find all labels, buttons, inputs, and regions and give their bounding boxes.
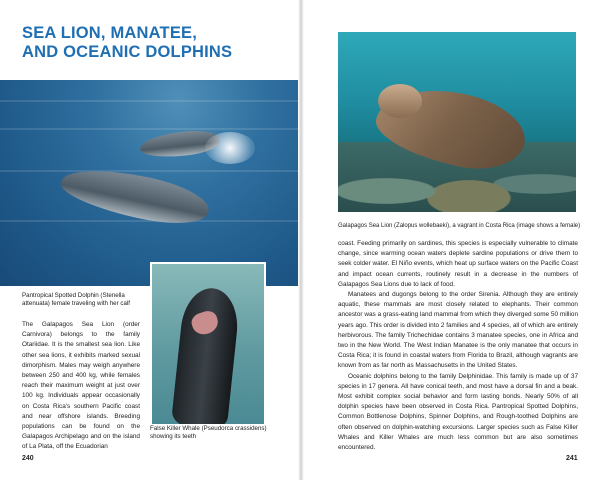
sea-lion-photo (338, 32, 576, 212)
sea-lion-head-shape (378, 84, 422, 118)
right-paragraph-3: Oceanic dolphins belong to the family Delphinidae. This family is made up of 37 species in 17 genera. All have conical teeth, and most have a dorsal fin and a beak. Most exhibit complex social behavior and form lasting bonds. Nearly 50% of all dolphin species have been observed in Costa Rica. Pantropical Spotted Dolphins, Common Bottlenose Dolphins, Spinner Dolphins, and Rough-toothed Dolphins are often observed on dolphin-watching excursions. Larger species such as False Killer Whales and Killer Whales are much less common but are also sometimes encountered. (338, 372, 578, 452)
title-line-1: SEA LION, MANATEE, (22, 24, 198, 42)
left-body-text (22, 320, 140, 453)
sea-lion-caption: Galapagos Sea Lion (Zalopus wollebaeki), a vagrant in Costa Rica (image shows a female) (338, 223, 581, 229)
dolphin-caption: Pantropical Spotted Dolphin (Stenella attenuata) female traveling with her calf (22, 292, 130, 307)
whale-shape (171, 285, 241, 426)
false-killer-whale-photo (150, 262, 266, 426)
page-number-left: 240 (22, 455, 34, 462)
page-number-right: 241 (566, 455, 578, 462)
right-paragraph-1: coast. Feeding primarily on sardines, this species is especially vulnerable to climate change, since warming ocean waters deplete sardine populations or drive them to seek colder water. El Niño events, which heat up surface waters on the Pacific Coast and impact ocean currents, routinely result in a decrease in the numbers of Galapagos Sea Lions due to lack of food. (338, 240, 578, 288)
book-gutter (298, 0, 304, 480)
page-title (22, 24, 292, 62)
right-paragraph-2: Manatees and dugongs belong to the order Sirenia. Although they are entirely aquatic, these mammals are most closely related to elephants. Their common ancestor was a grass-eating land mammal from which they diverged some 50 million years ago. This order is divided into 2 families and 4 species, all of which are entirely herbivorous. The family Trichechidae contains 3 manatee species, one in Africa and two in the New World. The West Indian Manatee is the only manatee that occurs in Costa Rica; it is found in coastal waters from Florida to Brazil, although vagrants are known from as far north as Massachusetts in the United States. (338, 291, 578, 370)
dolphin-splash (205, 132, 255, 164)
dolphin-photo (0, 80, 298, 286)
left-paragraph: The Galapagos Sea Lion (order Carnivora) belongs to the family Otariidae. It is the smallest sea lion. Like other sea lions, it exhibits marked sexual dimorphism. Males may weigh anywhere between 250 and 400 kg, while females reach their maximum weight at just over 100 kg. Individuals appear occasionally on Costa Rica's southern Pacific coast and near offshore islands. Breeding populations can be found on the Galapagos Archipelago and on the island of La Plata, off the Ecuadorian (22, 321, 140, 451)
title-line-2: AND OCEANIC DOLPHINS (22, 43, 233, 61)
whale-caption: False Killer Whale (Pseudorca crassidens) showing its teeth (150, 425, 267, 440)
right-body-text (338, 239, 578, 453)
